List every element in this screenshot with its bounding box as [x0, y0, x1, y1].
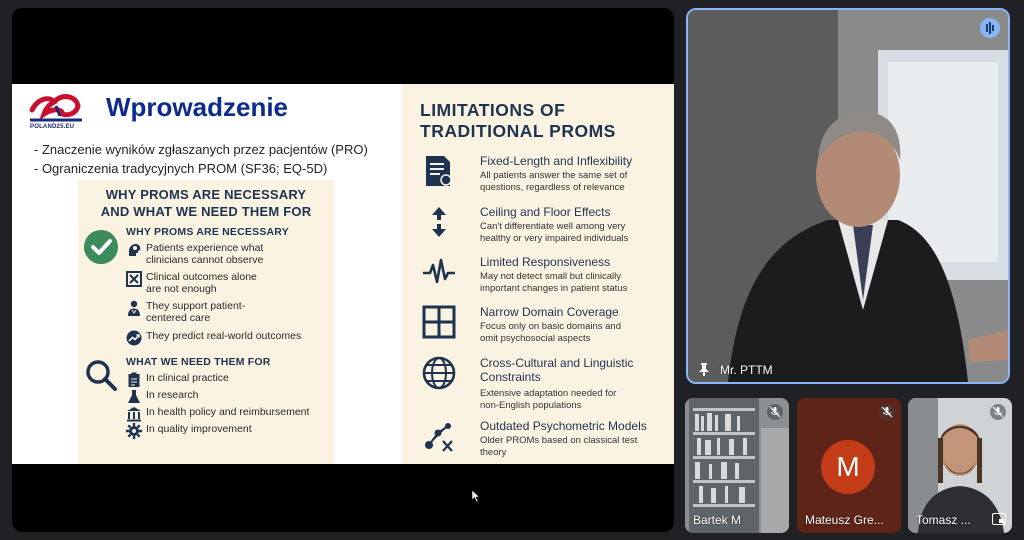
mic-muted-icon [990, 404, 1006, 420]
need-item: In quality improvement [126, 423, 336, 435]
slide-left-column [12, 84, 402, 464]
limitation-heading: Narrow Domain Coverage [480, 305, 619, 319]
need-item: In research [126, 389, 336, 401]
bullet-item: - Ograniczenia tradycyjnych PROM (SF36; EQ-5D) [34, 161, 328, 176]
grid-icon [422, 305, 456, 339]
bullet-item: - Znaczenie wyników zgłaszanych przez pacjentów (PRO) [34, 142, 368, 157]
checkmark-icon [84, 230, 118, 264]
limitation-desc: Extensive adaptation needed for non-English populations [480, 388, 617, 411]
doctor-icon [126, 300, 142, 316]
speaker-video-tile[interactable] [686, 8, 1010, 384]
document-icon [422, 154, 456, 188]
screen-share-area[interactable] [12, 8, 674, 532]
limitation-desc: May not detect small but clinically important changes in patient status [480, 271, 628, 294]
limitation-desc: Focus only on basic domains and omit psychosocial aspects [480, 321, 621, 344]
section1-title: WHY PROMS ARE NECESSARY [126, 226, 289, 238]
limitation-heading: Limited Responsiveness [480, 255, 611, 269]
limitation-heading: Outdated Psychometric Models [480, 419, 647, 433]
up-down-arrows-icon [422, 205, 456, 239]
presentation-slide [12, 84, 674, 464]
logo-text: POLAND25.EU [30, 124, 75, 130]
limitations-title-line1: LIMITATIONS OF [420, 100, 566, 120]
limitation-desc: Can't differentiate well among very healthy or very impaired individuals [480, 221, 629, 244]
globe-icon [422, 356, 456, 390]
need-item: In clinical practice [126, 372, 336, 384]
why-panel-heading [86, 186, 326, 220]
limitation-heading: Ceiling and Floor Effects [480, 205, 611, 219]
flask-icon [126, 389, 142, 405]
pin-icon[interactable] [698, 362, 710, 376]
trend-icon [126, 330, 142, 346]
magnifier-icon [84, 358, 118, 392]
limitation-heading: Fixed-Length and Inflexibility [480, 154, 633, 168]
x-box-icon [126, 271, 142, 287]
avatar: M [821, 440, 875, 494]
gear-icon [126, 423, 142, 439]
clipboard-icon [126, 372, 142, 388]
participant-name: Bartek M [693, 513, 742, 527]
limitations-title-line2: TRADITIONAL PROMS [420, 121, 616, 141]
why-heading-line2: AND WHAT WE NEED THEM FOR [100, 204, 312, 219]
slide-title: Wprowadzenie [106, 92, 289, 122]
slide-bullets [34, 140, 368, 178]
participant-name: Tomasz ... [916, 513, 971, 527]
limitation-desc: All patients answer the same set of questions, regardless of relevance [480, 170, 628, 193]
participant-tile[interactable] [908, 398, 1012, 533]
why-item: They predict real-world outcomes [126, 330, 336, 342]
participant-tile[interactable] [797, 398, 901, 533]
mic-muted-icon [879, 404, 895, 420]
building-icon [126, 406, 142, 422]
mouse-cursor-icon [472, 490, 480, 502]
limitations-panel [402, 84, 674, 464]
speaker-name: Mr. PTTM [720, 363, 773, 377]
why-heading-line1: WHY PROMS ARE NECESSARY [105, 187, 307, 202]
section2-title: WHAT WE NEED THEM FOR [126, 356, 271, 368]
head-gear-icon [126, 242, 142, 258]
why-proms-panel [78, 180, 334, 464]
picture-in-picture-icon[interactable] [992, 513, 1006, 525]
limitations-title [420, 100, 616, 142]
limitation-heading: Cross-Cultural and Linguistic Constraints [480, 356, 634, 384]
mic-muted-icon [767, 404, 783, 420]
graph-model-icon [422, 419, 456, 453]
need-item: In health policy and reimbursement [126, 406, 336, 418]
why-item: They support patient- centered care [126, 300, 336, 324]
why-item: Patients experience what clinicians cannot observe [126, 242, 336, 266]
participant-tile[interactable] [685, 398, 789, 533]
pulse-icon [422, 255, 456, 289]
why-item: Clinical outcomes alone are not enough [126, 271, 336, 295]
speaker-video [688, 10, 1008, 382]
speaking-indicator-icon [980, 18, 1000, 38]
participant-name: Mateusz Gre... [805, 513, 884, 527]
limitation-desc: Older PROMs based on classical test theory [480, 435, 638, 458]
